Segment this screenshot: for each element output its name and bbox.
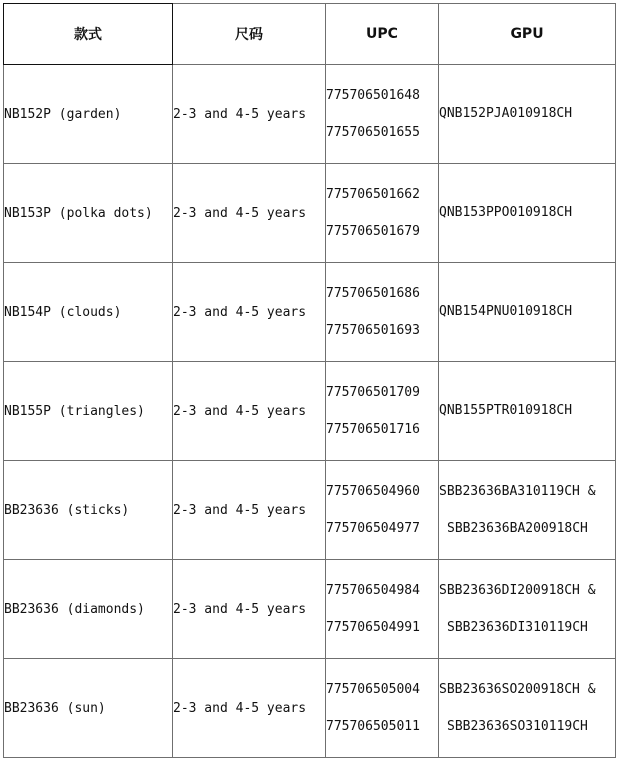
table-row [4,362,616,461]
upc-value: 775706504977 [326,520,420,536]
gpu-cell [439,362,616,461]
gpu-value: QNB154PNU010918CH [439,304,573,319]
gpu-value: SBB23636BA200918CH [447,520,588,536]
upc-cell [326,164,439,263]
upc-value: 775706504960 [326,483,420,499]
upc-value: 775706501648 [326,87,420,103]
size-cell: 2-3 and 4-5 years [173,362,326,461]
gpu-cell [439,560,616,659]
gpu-value: SBB23636SO310119CH [447,718,588,734]
size-cell: 2-3 and 4-5 years [173,560,326,659]
table-row [4,659,616,758]
header-size: 尺码 [173,4,326,65]
gpu-value: SBB23636SO200918CH & [439,681,596,697]
size-cell: 2-3 and 4-5 years [173,659,326,758]
size-cell: 2-3 and 4-5 years [173,263,326,362]
gpu-cell [439,659,616,758]
table-row [4,164,616,263]
upc-value: 775706501693 [326,322,420,338]
gpu-cell [439,164,616,263]
size-cell: 2-3 and 4-5 years [173,65,326,164]
style-cell: NB155P (triangles) [4,362,173,461]
upc-value: 775706505004 [326,681,420,697]
style-cell: NB152P (garden) [4,65,173,164]
table-body [4,65,616,758]
upc-value: 775706504991 [326,619,420,635]
gpu-value: SBB23636DI200918CH & [439,582,596,598]
gpu-value: QNB153PPO010918CH [439,205,573,220]
header-upc: UPC [326,4,439,65]
upc-cell [326,263,439,362]
table-row [4,461,616,560]
upc-value: 775706501662 [326,186,420,202]
style-cell: NB153P (polka dots) [4,164,173,263]
gpu-cell [439,263,616,362]
style-cell: NB154P (clouds) [4,263,173,362]
upc-value: 775706501686 [326,285,420,301]
upc-cell [326,659,439,758]
upc-cell [326,362,439,461]
upc-value: 775706501716 [326,421,420,437]
gpu-cell [439,65,616,164]
upc-cell [326,461,439,560]
table-row [4,65,616,164]
upc-cell [326,65,439,164]
size-cell: 2-3 and 4-5 years [173,461,326,560]
style-cell: BB23636 (diamonds) [4,560,173,659]
gpu-value: QNB155PTR010918CH [439,403,573,418]
upc-cell [326,560,439,659]
gpu-value: QNB152PJA010918CH [439,106,573,121]
upc-value: 775706501679 [326,223,420,239]
header-style: 款式 [4,4,173,65]
table-row [4,263,616,362]
size-cell: 2-3 and 4-5 years [173,164,326,263]
gpu-value: SBB23636BA310119CH & [439,483,596,499]
upc-value: 775706504984 [326,582,420,598]
table-header [4,4,616,65]
upc-value: 775706501709 [326,384,420,400]
product-table [3,3,616,758]
table-row [4,560,616,659]
upc-value: 775706501655 [326,124,420,140]
gpu-cell [439,461,616,560]
upc-value: 775706505011 [326,718,420,734]
style-cell: BB23636 (sun) [4,659,173,758]
header-row [4,4,616,65]
gpu-value: SBB23636DI310119CH [447,619,588,635]
style-cell: BB23636 (sticks) [4,461,173,560]
header-gpu: GPU [439,4,616,65]
